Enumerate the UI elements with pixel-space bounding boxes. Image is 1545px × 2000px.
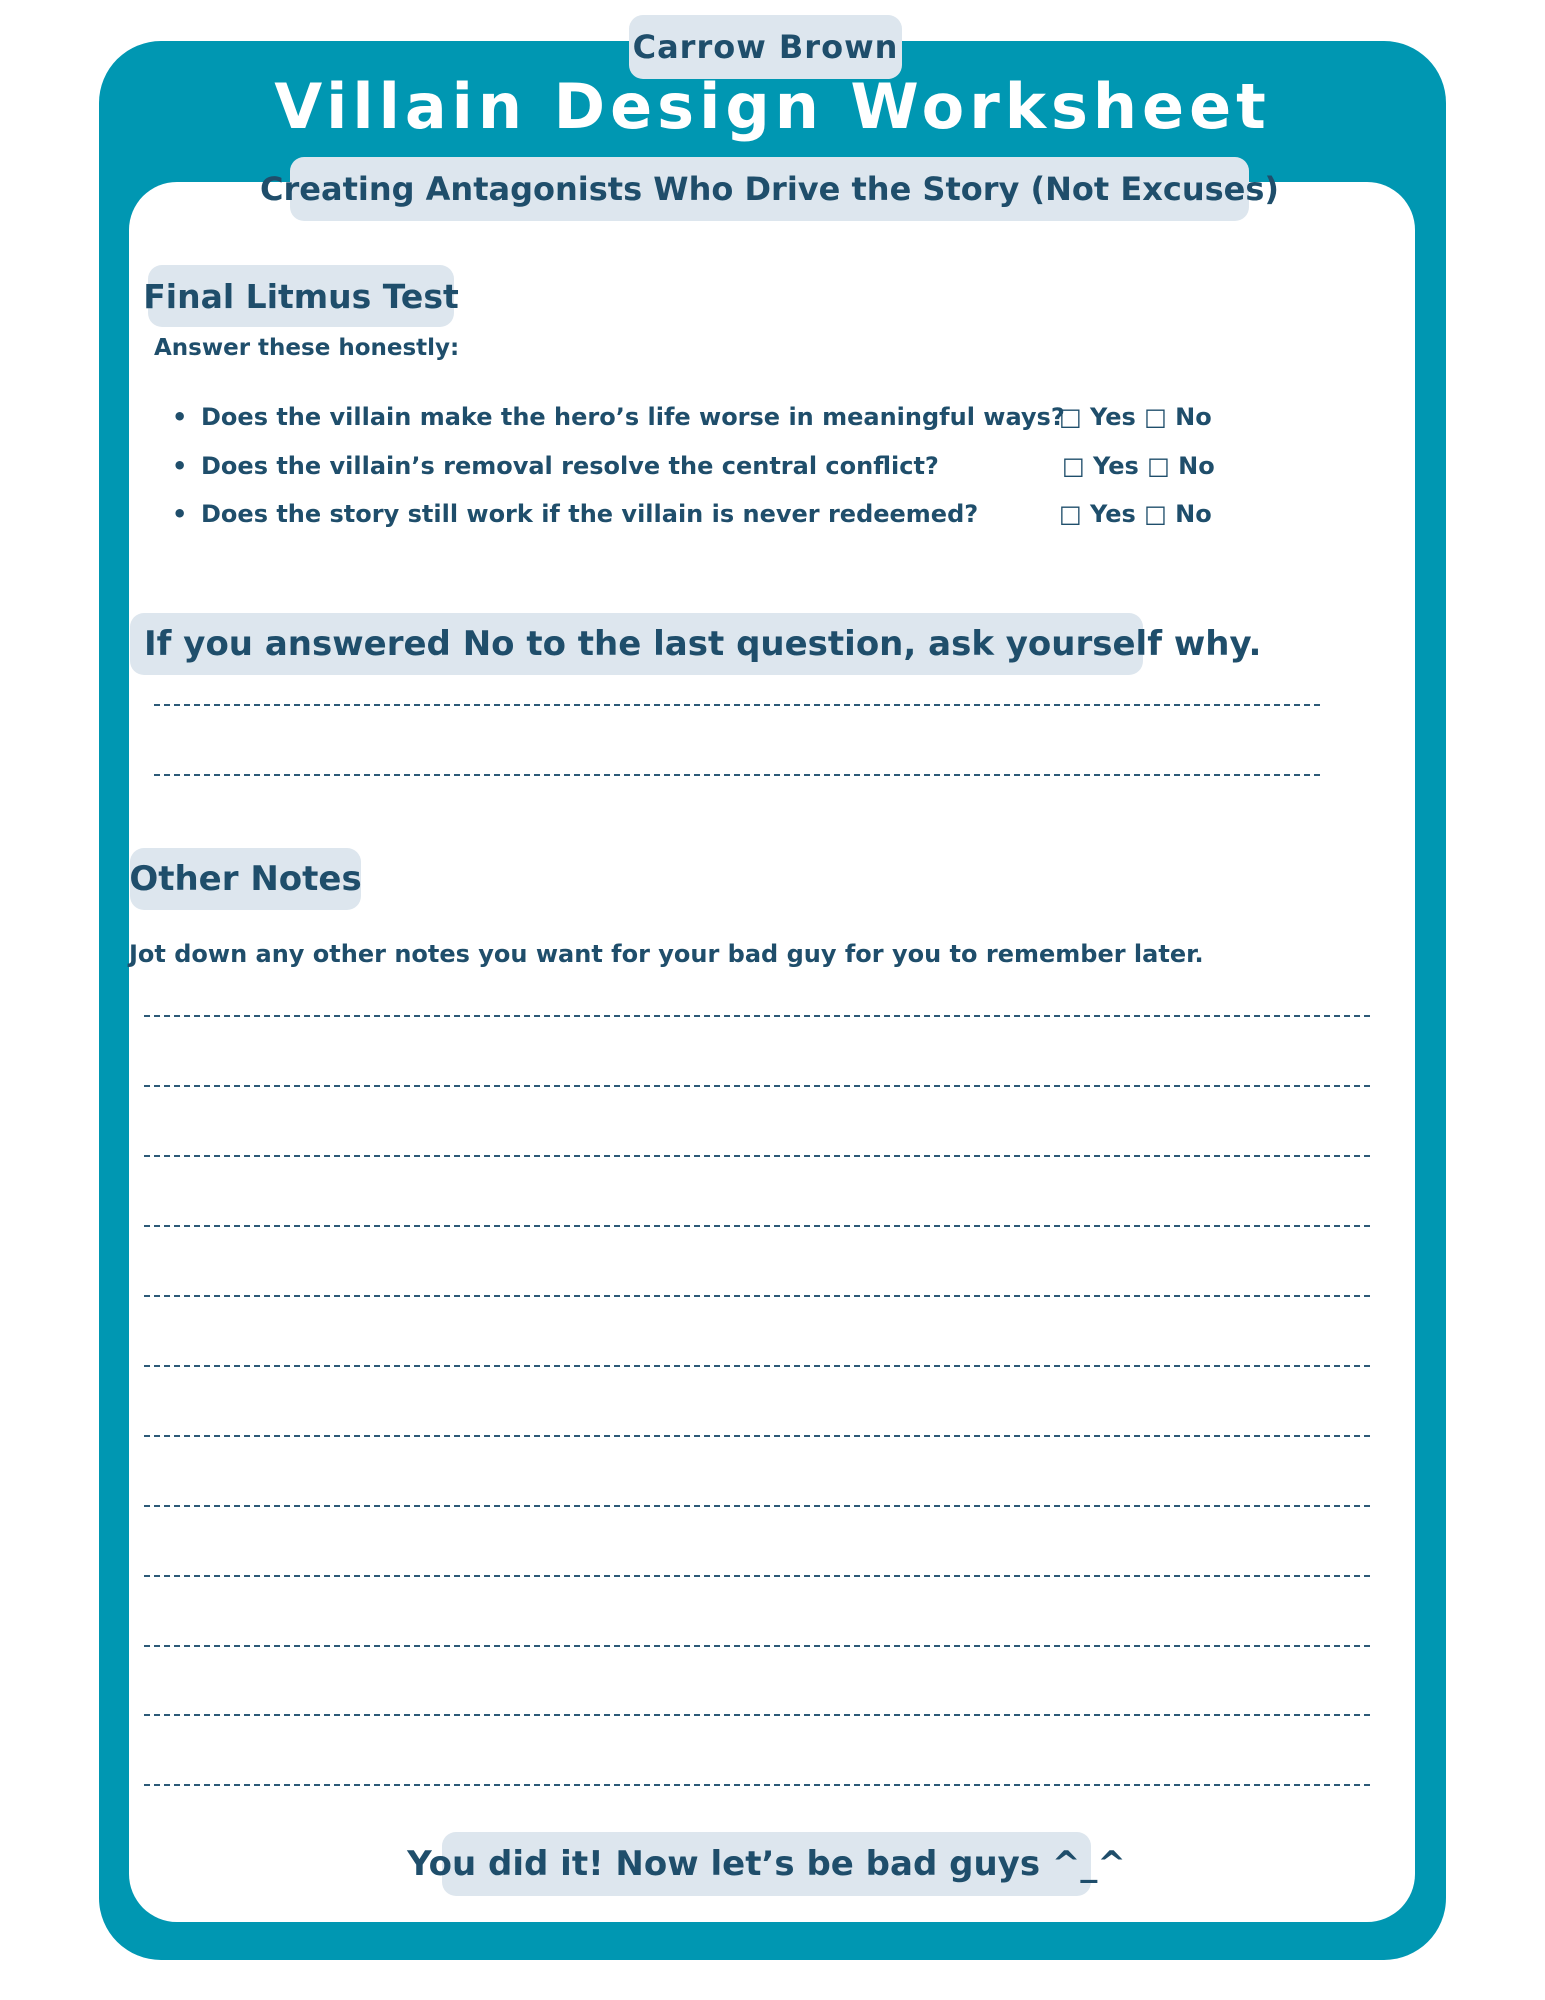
page-subtitle: Creating Antagonists Who Drive the Story (Not Excuses) — [290, 157, 1249, 221]
question-text: Does the villain make the hero’s life worse in meaningful ways? — [201, 403, 1065, 431]
note-line[interactable] — [144, 1015, 1370, 1017]
note-line[interactable] — [144, 1225, 1370, 1227]
note-line[interactable] — [144, 1784, 1370, 1786]
litmus-intro: Answer these honestly: — [154, 335, 460, 361]
litmus-heading: Final Litmus Test — [148, 265, 454, 327]
worksheet-panel — [129, 182, 1415, 1922]
closing-message: You did it! Now let’s be bad guys ^_^ — [442, 1832, 1091, 1896]
note-line[interactable] — [144, 1365, 1370, 1367]
note-line[interactable] — [144, 1505, 1370, 1507]
question-item — [172, 403, 1065, 431]
author-badge: Carrow Brown — [629, 15, 902, 79]
yes-no-checkboxes[interactable]: □ Yes □ No — [1059, 403, 1212, 431]
question-text: Does the story still work if the villain is never redeemed? — [201, 500, 979, 528]
note-line[interactable] — [144, 1295, 1370, 1297]
answer-line[interactable] — [154, 704, 1320, 706]
note-line[interactable] — [144, 1155, 1370, 1157]
note-line[interactable] — [144, 1714, 1370, 1716]
yes-no-checkboxes[interactable]: □ Yes □ No — [1062, 452, 1215, 480]
question-text: Does the villain’s removal resolve the central conflict? — [201, 452, 939, 480]
note-line[interactable] — [144, 1645, 1370, 1647]
note-line[interactable] — [144, 1575, 1370, 1577]
bullet-icon: • — [172, 452, 188, 480]
answer-line[interactable] — [154, 774, 1320, 776]
bullet-icon: • — [172, 403, 188, 431]
note-line[interactable] — [144, 1435, 1370, 1437]
reflection-heading: If you answered No to the last question, ask yourself why. — [130, 613, 1143, 675]
yes-no-checkboxes[interactable]: □ Yes □ No — [1059, 500, 1212, 528]
notes-heading: Other Notes — [130, 848, 361, 910]
note-line[interactable] — [144, 1085, 1370, 1087]
page-title: Villain Design Worksheet — [274, 70, 1271, 143]
notes-intro: Jot down any other notes you want for your bad guy for you to remember later. — [129, 940, 1204, 968]
question-item — [172, 452, 939, 480]
bullet-icon: • — [172, 500, 188, 528]
question-item — [172, 500, 979, 528]
